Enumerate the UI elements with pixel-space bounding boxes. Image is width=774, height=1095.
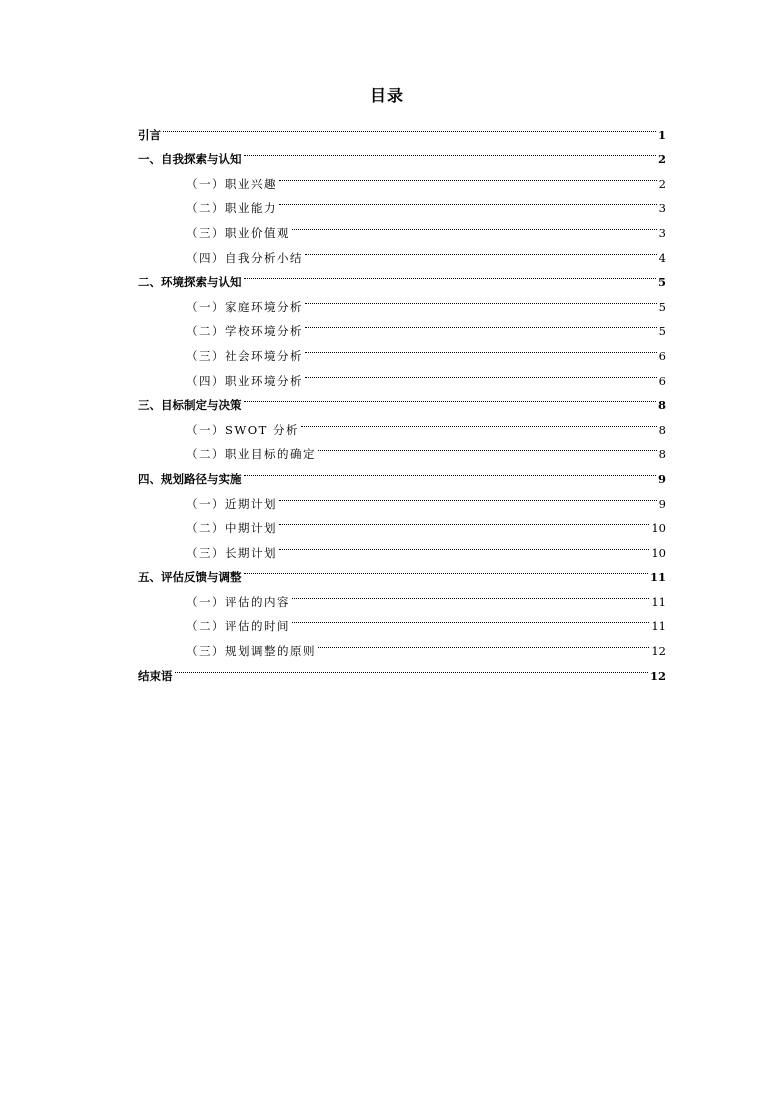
toc-dot-leader	[305, 311, 657, 336]
toc-page-number: 6	[658, 373, 666, 388]
toc-dot-leader	[244, 385, 656, 410]
toc-page-number: 2	[657, 152, 666, 167]
toc-entry-label: （一）职业兴趣	[186, 176, 277, 191]
toc-dot-leader	[318, 630, 649, 655]
toc-dot-leader	[318, 434, 657, 459]
toc-dot-leader	[305, 237, 657, 262]
toc-page-number: 11	[649, 570, 666, 585]
toc-page-number: 2	[658, 176, 666, 191]
toc-entry-label: 五、评估反馈与调整	[138, 570, 242, 585]
table-of-contents	[138, 114, 666, 683]
toc-page-number: 3	[658, 225, 666, 240]
toc-dot-leader	[292, 581, 649, 606]
toc-dot-leader	[279, 163, 657, 188]
toc-entry-label: （三）长期计划	[186, 545, 277, 560]
toc-entry-label: （二）评估的时间	[186, 619, 290, 634]
toc-dot-leader	[301, 409, 657, 434]
toc-dot-leader	[279, 188, 657, 213]
toc-entry-label: 结束语	[138, 668, 173, 683]
toc-page-number: 12	[651, 644, 666, 659]
toc-dot-leader	[305, 286, 657, 311]
toc-entry-label: 二、环境探索与认知	[138, 275, 242, 290]
toc-entry-label: （一）家庭环境分析	[186, 299, 303, 314]
toc-page-number: 5	[658, 299, 666, 314]
toc-page-number: 11	[651, 594, 666, 609]
toc-page-number: 11	[651, 619, 666, 634]
toc-entry-label: 一、自我探索与认知	[138, 152, 242, 167]
toc-page-number: 8	[657, 398, 666, 413]
toc-entry-label: 四、规划路径与实施	[138, 471, 242, 486]
toc-dot-leader	[244, 557, 648, 582]
toc-page-number: 5	[657, 275, 666, 290]
toc-dot-leader	[175, 655, 648, 680]
toc-page-number: 4	[658, 250, 666, 265]
toc-page-number: 8	[658, 447, 666, 462]
toc-entry-label: （一）评估的内容	[186, 594, 290, 609]
page-title: 目录	[369, 86, 404, 105]
toc-page-number: 9	[658, 496, 666, 511]
toc-page-number: 9	[657, 471, 666, 486]
toc-entry-label: 三、目标制定与决策	[138, 398, 242, 413]
toc-entry-label: （三）规划调整的原则	[186, 644, 316, 659]
toc-page-number: 6	[658, 348, 666, 363]
toc-dot-leader	[279, 483, 657, 508]
toc-dot-leader	[244, 458, 656, 483]
toc-entry[interactable]	[138, 139, 666, 167]
toc-page-number: 10	[651, 545, 666, 560]
toc-page-number: 5	[658, 324, 666, 339]
toc-dot-leader	[279, 508, 649, 533]
toc-entry-label: （四）职业环境分析	[186, 373, 303, 388]
toc-entry-label: （一）近期计划	[186, 496, 277, 511]
toc-entry-label: （二）中期计划	[186, 521, 277, 536]
toc-dot-leader	[279, 532, 649, 557]
toc-entry-label: （二）职业目标的确定	[186, 447, 316, 462]
toc-entry-label: （三）职业价值观	[186, 225, 290, 240]
toc-entry-label: （三）社会环境分析	[186, 348, 303, 363]
toc-page-number: 3	[658, 201, 666, 216]
toc-dot-leader	[305, 335, 657, 360]
toc-dot-leader	[292, 606, 649, 631]
toc-entry-label: （一）SWOT 分析	[186, 422, 299, 437]
toc-entry[interactable]	[138, 655, 666, 683]
toc-entry-label: （二）学校环境分析	[186, 324, 303, 339]
toc-entry-label: （二）职业能力	[186, 201, 277, 216]
toc-dot-leader	[163, 114, 656, 139]
toc-page-number: 10	[651, 521, 666, 536]
toc-entry-label: （四）自我分析小结	[186, 250, 303, 265]
toc-dot-leader	[305, 360, 657, 385]
toc-page-number: 8	[658, 422, 666, 437]
toc-page-number: 12	[649, 668, 666, 683]
toc-dot-leader	[244, 262, 656, 287]
toc-dot-leader	[292, 212, 657, 237]
toc-entry-label: 引言	[138, 127, 161, 142]
toc-entry[interactable]	[138, 114, 666, 142]
toc-page-number: 1	[657, 127, 666, 142]
toc-dot-leader	[244, 139, 656, 164]
